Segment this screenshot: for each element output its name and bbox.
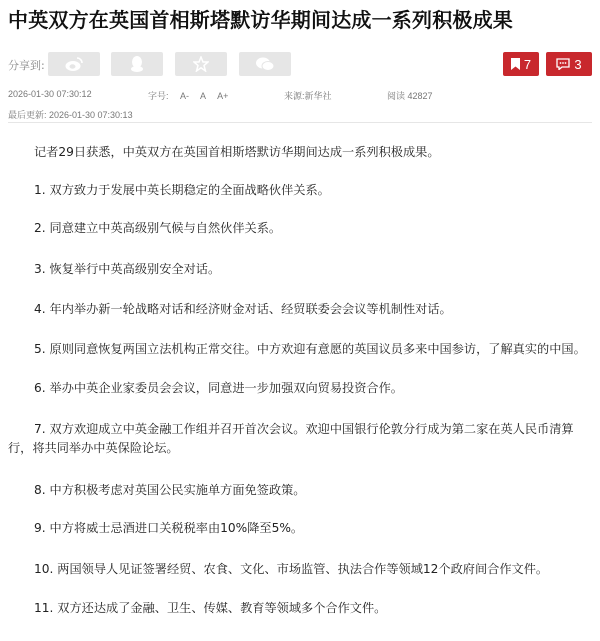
article-paragraph: 2. 同意建立中英高级别气候与自然伙伴关系。 (34, 221, 282, 235)
qq-icon (129, 55, 145, 73)
weibo-icon (64, 56, 84, 72)
article-source: 来源:新华社 (284, 91, 332, 101)
article-paragraph: 3. 恢复举行中英高级别安全对话。 (34, 262, 221, 276)
share-label: 分享到: (8, 59, 45, 72)
bookmark-icon (511, 58, 520, 70)
share-wechat-button[interactable] (239, 52, 291, 76)
wechat-icon (255, 56, 275, 72)
article-paragraph: 8. 中方积极考虑对英国公民实施单方面免签政策。 (34, 483, 306, 497)
bookmark-button[interactable] (503, 52, 539, 76)
share-favorite-button[interactable] (175, 52, 227, 76)
font-size-controls (148, 89, 237, 102)
comment-button[interactable] (546, 52, 592, 76)
read-count: 阅读 42827 (387, 91, 433, 101)
article-paragraph: 4. 年内举办新一轮战略对话和经济财金对话、经贸联委会会议等机制性对话。 (34, 302, 452, 316)
font-normal-button[interactable]: A (200, 91, 207, 101)
article-paragraph: 10. 两国领导人见证签署经贸、农食、文化、市场监管、执法合作等领域12个政府间合作文件。 (34, 562, 549, 576)
font-size-label: 字号: (148, 91, 169, 101)
comment-icon (556, 58, 570, 70)
share-weibo-button[interactable] (48, 52, 100, 76)
publish-time: 2026-01-30 07:30:12 (8, 89, 92, 99)
star-icon (193, 56, 209, 72)
font-smaller-button[interactable]: A- (180, 91, 190, 101)
update-time: 最后更新: 2026-01-30 07:30:13 (8, 110, 133, 120)
article-paragraph: 记者29日获悉，中英双方在英国首相斯塔默访华期间达成一系列积极成果。 (34, 145, 440, 159)
bookmark-count: 7 (523, 56, 532, 72)
article-paragraph: 1. 双方致力于发展中英长期稳定的全面战略伙伴关系。 (34, 183, 330, 197)
article-paragraph: 11. 双方还达成了金融、卫生、传媒、教育等领域多个合作文件。 (34, 601, 387, 615)
article-paragraph: 5. 原则同意恢复两国立法机构正常交往。中方欢迎有意愿的英国议员多来中国参访，了解真实的中国。 (34, 342, 586, 356)
article-paragraph: 9. 中方将威士忌酒进口关税税率由10%降至5%。 (34, 521, 304, 535)
article-paragraph: 7. 双方欢迎成立中英金融工作组并召开首次会议。欢迎中国银行伦敦分行成为第二家在英人民币清算行，将共同举办中英保险论坛。 (8, 422, 574, 455)
share-qq-button[interactable] (111, 52, 163, 76)
header-divider (8, 122, 592, 123)
font-larger-button[interactable]: A+ (217, 91, 229, 101)
comment-count: 3 (574, 56, 582, 72)
article-title: 中英双方在英国首相斯塔默访华期间达成一系列积极成果 (8, 8, 513, 32)
article-paragraph: 6. 举办中英企业家委员会会议，同意进一步加强双向贸易投资合作。 (34, 381, 403, 395)
